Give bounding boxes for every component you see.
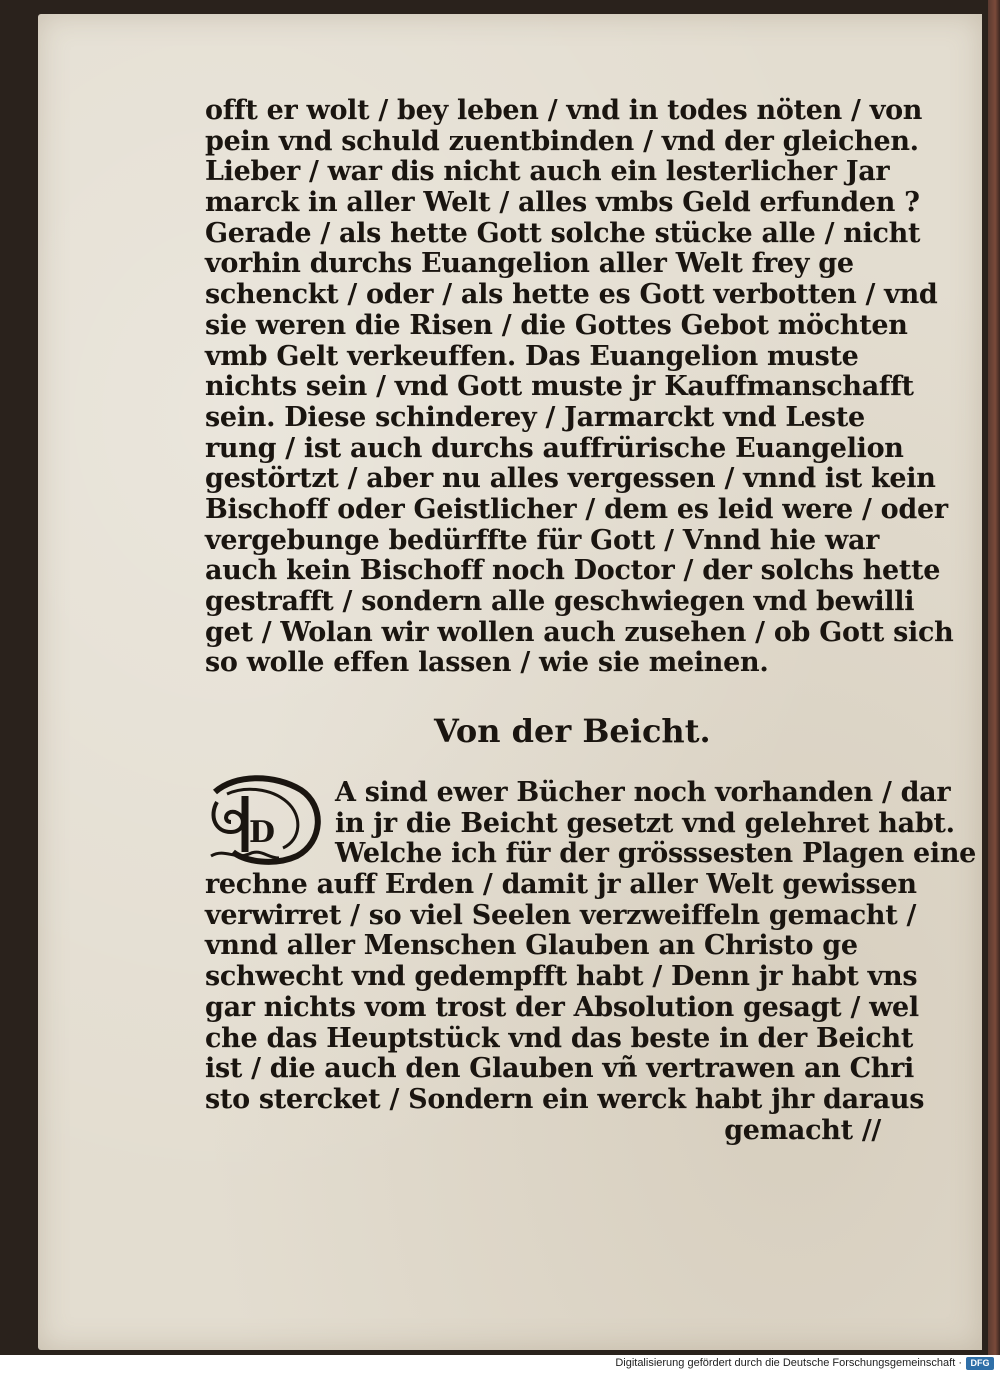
text-line: A sind ewer Bücher noch vorhanden / dar bbox=[335, 777, 951, 808]
text-line: vorhin durchs Euangelion aller Welt frey ge bbox=[205, 248, 854, 280]
text-line: offt er wolt / bey leben / vnd in todes nöten / von bbox=[205, 95, 923, 126]
text-line: sto stercket / Sondern ein werck habt jhr daraus bbox=[205, 1083, 925, 1115]
text-line: Welche ich für der grösssesten Plagen eine bbox=[335, 838, 977, 870]
text-line: gestrafft / sondern alle geschwiegen vnd bewilli bbox=[205, 586, 915, 617]
text-line: sie weren die Risen / die Gottes Gebot möchten bbox=[205, 309, 908, 341]
text-line: so wolle effen lassen / wie sie meinen. bbox=[205, 647, 769, 679]
text-line: in jr die Beicht gesetzt vnd gelehret habt. bbox=[335, 807, 955, 839]
body-text-top bbox=[205, 95, 954, 679]
body-text-bottom bbox=[205, 777, 977, 1146]
text-line: schenckt / oder / als hette es Gott verbotten / vnd bbox=[205, 279, 938, 311]
svg-text:D: D bbox=[249, 815, 276, 850]
section-heading: Von der Beicht. bbox=[434, 712, 711, 750]
dfg-logo-icon: DFG bbox=[966, 1357, 994, 1370]
catchword: gemacht // bbox=[724, 1114, 881, 1146]
text-line: gestörtzt / aber nu alles vergessen / vnnd ist kein bbox=[205, 463, 936, 495]
text-line: rechne auff Erden / damit jr aller Welt gewissen bbox=[205, 869, 917, 901]
book-binding-edge bbox=[988, 0, 1000, 1355]
footer-bar bbox=[0, 1355, 1000, 1373]
text-line: Gerade / als hette Gott solche stücke alle / nicht bbox=[205, 217, 921, 249]
text-line: che das Heuptstück vnd das beste in der Beicht bbox=[205, 1022, 913, 1054]
text-line: marck in aller Welt / alles vmbs Geld erfunden ? bbox=[205, 187, 920, 219]
text-line: vnnd aller Menschen Glauben an Christo ge bbox=[205, 930, 858, 962]
text-line: verwirret / so viel Seelen verzweiffeln gemacht / bbox=[205, 899, 917, 931]
text-line: rung / ist auch durchs auffrürische Euangelion bbox=[205, 432, 904, 464]
text-line: gar nichts vom trost der Absolution gesagt / wel bbox=[205, 991, 919, 1023]
text-line: pein vnd schuld zuentbinden / vnd der gleichen. bbox=[205, 125, 919, 157]
text-line: get / Wolan wir wollen auch zusehen / ob Gott sich bbox=[205, 616, 954, 648]
text-line: vmb Gelt verkeuffen. Das Euangelion muste bbox=[205, 340, 859, 372]
text-line: ist / die auch den Glauben vñ vertrawen an Chri bbox=[205, 1053, 914, 1085]
funding-credit: Digitalisierung gefördert durch die Deutsche Forschungsgemeinschaft · bbox=[615, 1357, 962, 1369]
text-line: vergebunge bedürffte für Gott / Vnnd hie war bbox=[205, 524, 880, 556]
text-line: Lieber / war dis nicht auch ein lesterlicher Jar bbox=[205, 156, 890, 188]
text-line: nichts sein / vnd Gott muste jr Kauffmanschafft bbox=[205, 371, 914, 403]
text-line: auch kein Bischoff noch Doctor / der solchs hette bbox=[205, 555, 941, 587]
text-line: schwecht vnd gedempfft habt / Denn jr habt vns bbox=[205, 961, 918, 993]
text-line: sein. Diese schinderey / Jarmarckt vnd Leste bbox=[205, 401, 865, 433]
text-line: Bischoff oder Geistlicher / dem es leid were / oder bbox=[205, 493, 948, 525]
